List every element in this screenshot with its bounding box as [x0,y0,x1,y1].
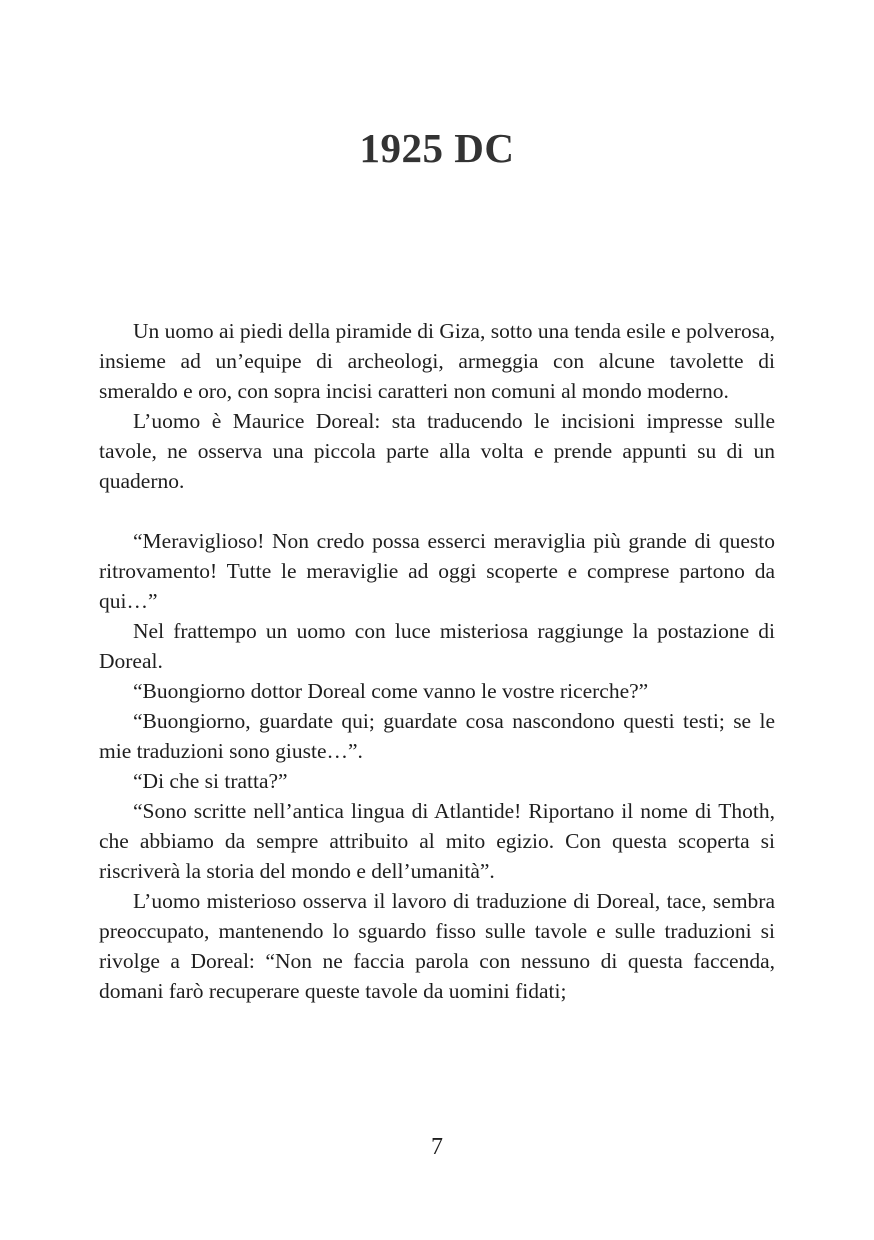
paragraph: Un uomo ai piedi della piramide di Giza, sotto una tenda esile e polverosa, insieme ad un’equipe di archeologi, armeggia con alcune tavolette di smeraldo e oro, con sopra incisi caratteri non comuni al mondo moderno. [99,319,775,403]
paragraph: L’uomo misterioso osserva il lavoro di traduzione di Doreal, tace, sembra preoccupato, mantenendo lo sguardo fisso sulle tavole e sulle traduzioni si rivolge a Doreal: “Non ne faccia parola con nessuno di questa faccenda, domani farò recuperare queste tavole da uomini fidati; [99,889,775,1003]
paragraph: L’uomo è Maurice Doreal: sta traducendo le incisioni impresse sulle tavole, ne osserva una piccola parte alla volta e prende appunti su di un quaderno. [99,409,775,493]
paragraph: Nel frattempo un uomo con luce misteriosa raggiunge la postazione di Doreal. [99,619,775,673]
paragraph: “Di che si tratta?” [133,769,288,793]
body-text [99,316,775,1006]
paragraph: “Sono scritte nell’antica lingua di Atlantide! Riportano il nome di Thoth, che abbiamo da sempre attribuito al mito egizio. Con questa scoperta si riscriverà la storia del mondo e dell’umanità”. [99,799,775,883]
paragraph: “Buongiorno dottor Doreal come vanno le vostre ricerche?” [133,679,649,703]
paragraph: “Meraviglioso! Non credo possa esserci meraviglia più grande di questo ritrovamento! Tutte le meraviglie ad oggi scoperte e comprese partono da qui…” [99,529,775,613]
paragraph: “Buongiorno, guardate qui; guardate cosa nascondono questi testi; se le mie traduzioni sono giuste…”. [99,709,775,763]
page-number: 7 [431,1134,443,1160]
chapter-title: 1925 DC [359,125,515,171]
